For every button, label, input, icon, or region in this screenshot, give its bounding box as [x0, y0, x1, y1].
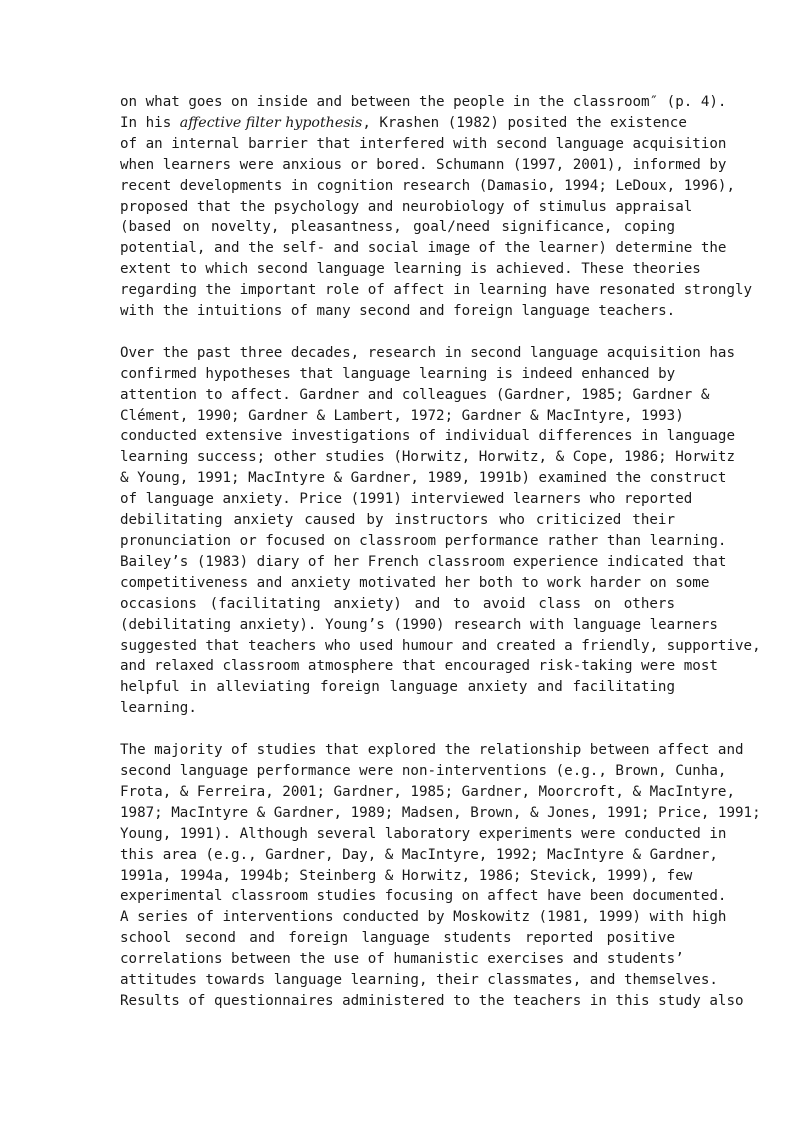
- text-line: this area (e.g., Gardner, Day, & MacIntyre, 1992; MacIntyre & Gardner,: [120, 846, 718, 863]
- text-line: 1991a, 1994a, 1994b; Steinberg & Horwitz, 1986; Stevick, 1999), few: [120, 867, 693, 884]
- text-line: Clément, 1990; Gardner & Lambert, 1972; Gardner & MacIntyre, 1993): [120, 407, 684, 424]
- text-line: [120, 113, 687, 134]
- text-line: Bailey’s (1983) diary of her French classroom experience indicated that: [120, 553, 727, 570]
- text-line: learning success; other studies (Horwitz, Horwitz, & Cope, 1986; Horwitz: [120, 449, 735, 466]
- text-line: A series of interventions conducted by Moskowitz (1981, 1999) with high: [120, 909, 727, 926]
- text-line: correlations between the use of humanistic exercises and students’: [120, 951, 684, 968]
- text-line: (based on novelty, pleasantness, goal/need significance, coping: [120, 219, 675, 236]
- text-line: experimental classroom studies focusing on affect have been documented.: [120, 888, 727, 905]
- text-line: on what goes on inside and between the people in the classroom″ (p. 4).: [120, 94, 727, 110]
- text-line: attitudes towards language learning, their classmates, and themselves.: [120, 972, 718, 989]
- text-line: regarding the important role of affect in learning have resonated strongly: [120, 282, 753, 299]
- italic-term: affective filter hypothesis: [179, 114, 363, 131]
- text-run: , Krashen (1982) posited the existence: [362, 114, 687, 131]
- paragraph-3: [120, 740, 761, 1012]
- text-line: confirmed hypotheses that language learning is indeed enhanced by: [120, 365, 676, 382]
- text-line: proposed that the psychology and neurobiology of stimulus appraisal: [120, 198, 693, 215]
- text-line: when learners were anxious or bored. Schumann (1997, 2001), informed by: [120, 156, 727, 173]
- paragraph-1: [120, 92, 753, 322]
- text-line: competitiveness and anxiety motivated her both to work harder on some: [120, 574, 710, 591]
- text-line: pronunciation or focused on classroom performance rather than learning.: [120, 533, 727, 550]
- text-line: helpful in alleviating foreign language anxiety and facilitating: [120, 679, 675, 696]
- text-line: potential, and the self- and social image of the learner) determine the: [120, 240, 727, 257]
- text-run: In his: [120, 114, 180, 131]
- text-line: Frota, & Ferreira, 2001; Gardner, 1985; Gardner, Moorcroft, & MacIntyre,: [120, 783, 735, 800]
- text-line: of an internal barrier that interfered with second language acquisition: [120, 135, 727, 152]
- text-line: Over the past three decades, research in second language acquisition has: [120, 344, 735, 361]
- text-line: (debilitating anxiety). Young’s (1990) research with language learners: [120, 616, 718, 633]
- text-line: attention to affect. Gardner and colleagues (Gardner, 1985; Gardner &: [120, 386, 710, 403]
- text-line: of language anxiety. Price (1991) interviewed learners who reported: [120, 491, 693, 508]
- text-line: school second and foreign language students reported positive: [120, 930, 675, 947]
- text-line: Young, 1991). Although several laboratory experiments were conducted in: [120, 825, 727, 842]
- text-line: The majority of studies that explored the relationship between affect and: [120, 742, 744, 759]
- text-line: recent developments in cognition research (Damasio, 1994; LeDoux, 1996),: [120, 177, 735, 194]
- paragraph-2: [120, 343, 761, 719]
- text-line: occasions (facilitating anxiety) and to avoid class on others: [120, 595, 675, 612]
- text-line: learning.: [120, 700, 197, 717]
- text-line: suggested that teachers who used humour and created a friendly, supportive,: [120, 637, 761, 654]
- text-line: and relaxed classroom atmosphere that encouraged risk-taking were most: [120, 658, 718, 675]
- text-line: debilitating anxiety caused by instructors who criticized their: [120, 512, 675, 529]
- text-line: & Young, 1991; MacIntyre & Gardner, 1989, 1991b) examined the construct: [120, 470, 727, 487]
- text-line: extent to which second language learning is achieved. These theories: [120, 261, 701, 278]
- text-line: Results of questionnaires administered to the teachers in this study also: [120, 992, 744, 1009]
- text-line: 1987; MacIntyre & Gardner, 1989; Madsen, Brown, & Jones, 1991; Price, 1991;: [120, 804, 761, 821]
- text-line: second language performance were non-interventions (e.g., Brown, Cunha,: [120, 762, 727, 779]
- text-line: with the intuitions of many second and foreign language teachers.: [120, 303, 676, 320]
- document-page: [120, 92, 761, 1033]
- text-line: conducted extensive investigations of individual differences in language: [120, 428, 735, 445]
